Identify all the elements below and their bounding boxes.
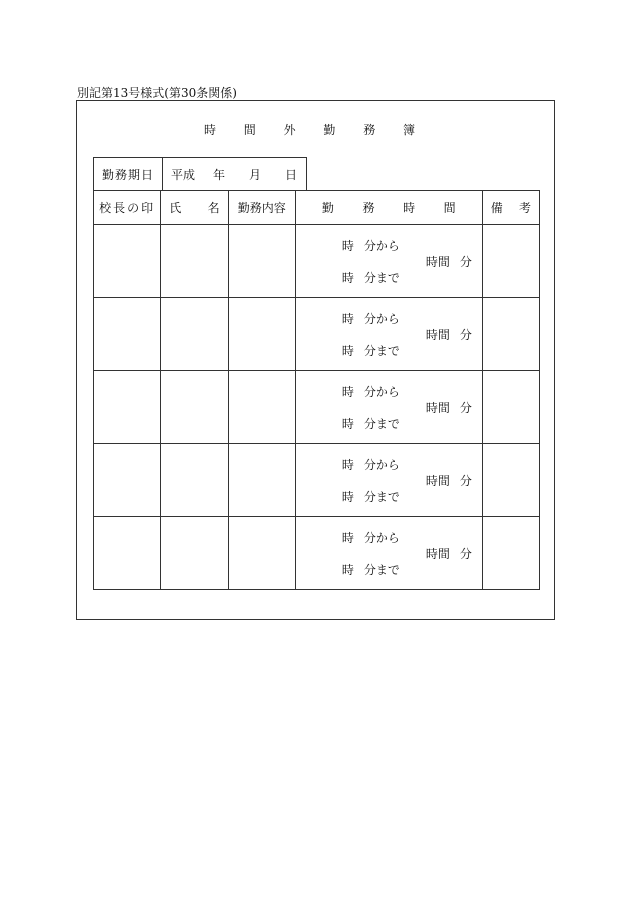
time-until: 時 分まで <box>341 271 400 285</box>
date-era: 平成 <box>171 168 196 182</box>
duty-cell[interactable] <box>228 444 295 517</box>
header-duty: 勤務内容 <box>228 191 295 225</box>
header-note-2: 考 <box>518 201 531 215</box>
note-cell[interactable] <box>482 298 539 371</box>
time-until: 時 分まで <box>341 344 400 358</box>
date-label: 勤務期日 <box>94 158 163 191</box>
date-box <box>93 157 307 191</box>
name-cell[interactable] <box>161 444 228 517</box>
time-duration: 時間 分 <box>425 328 472 342</box>
header-time-1: 勤 <box>321 201 334 215</box>
name-cell[interactable] <box>161 517 228 590</box>
table-row <box>94 444 540 517</box>
header-time-2: 務 <box>362 201 375 215</box>
name-cell[interactable] <box>161 298 228 371</box>
duty-cell[interactable] <box>228 517 295 590</box>
principal-seal-cell[interactable] <box>94 371 161 444</box>
principal-seal-cell[interactable] <box>94 298 161 371</box>
time-duration: 時間 分 <box>425 401 472 415</box>
time-until: 時 分まで <box>341 490 400 504</box>
principal-seal-cell[interactable] <box>94 444 161 517</box>
header-note-1: 備 <box>490 201 503 215</box>
form-title: 時 間 外 勤 務 簿 <box>203 123 428 137</box>
work-time-cell[interactable] <box>295 225 482 298</box>
work-time-cell[interactable] <box>295 517 482 590</box>
work-time-cell[interactable] <box>295 298 482 371</box>
principal-seal-cell[interactable] <box>94 225 161 298</box>
header-time-3: 時 <box>403 201 416 215</box>
time-from: 時 分から <box>341 458 400 472</box>
duty-cell[interactable] <box>228 371 295 444</box>
note-cell[interactable] <box>482 371 539 444</box>
overtime-table <box>93 190 540 590</box>
time-duration: 時間 分 <box>425 474 472 488</box>
table-row <box>94 517 540 590</box>
duty-cell[interactable] <box>228 225 295 298</box>
name-cell[interactable] <box>161 371 228 444</box>
time-from: 時 分から <box>341 385 400 399</box>
time-from: 時 分から <box>341 239 400 253</box>
table-row <box>94 225 540 298</box>
work-time-cell[interactable] <box>295 444 482 517</box>
form-frame <box>76 100 555 620</box>
time-from: 時 分から <box>341 531 400 545</box>
header-principal-seal: 校長の印 <box>94 191 161 225</box>
principal-seal-cell[interactable] <box>94 517 161 590</box>
note-cell[interactable] <box>482 517 539 590</box>
time-until: 時 分まで <box>341 563 400 577</box>
table-header-row <box>94 191 540 225</box>
work-time-cell[interactable] <box>295 371 482 444</box>
date-day-unit: 日 <box>285 168 298 182</box>
time-from: 時 分から <box>341 312 400 326</box>
note-cell[interactable] <box>482 444 539 517</box>
header-note <box>482 191 539 225</box>
header-name-1: 氏 <box>169 201 182 215</box>
table-row <box>94 298 540 371</box>
date-year-unit: 年 <box>213 168 226 182</box>
name-cell[interactable] <box>161 225 228 298</box>
header-name-2: 名 <box>207 201 220 215</box>
date-month-unit: 月 <box>249 168 262 182</box>
header-work-time <box>295 191 482 225</box>
table-row <box>94 371 540 444</box>
date-field[interactable] <box>163 158 306 191</box>
header-time-4: 間 <box>443 201 456 215</box>
form-caption: 別記第13号様式(第30条関係) <box>77 86 237 100</box>
header-name <box>161 191 228 225</box>
time-duration: 時間 分 <box>425 547 472 561</box>
duty-cell[interactable] <box>228 298 295 371</box>
note-cell[interactable] <box>482 225 539 298</box>
time-until: 時 分まで <box>341 417 400 431</box>
time-duration: 時間 分 <box>425 255 472 269</box>
